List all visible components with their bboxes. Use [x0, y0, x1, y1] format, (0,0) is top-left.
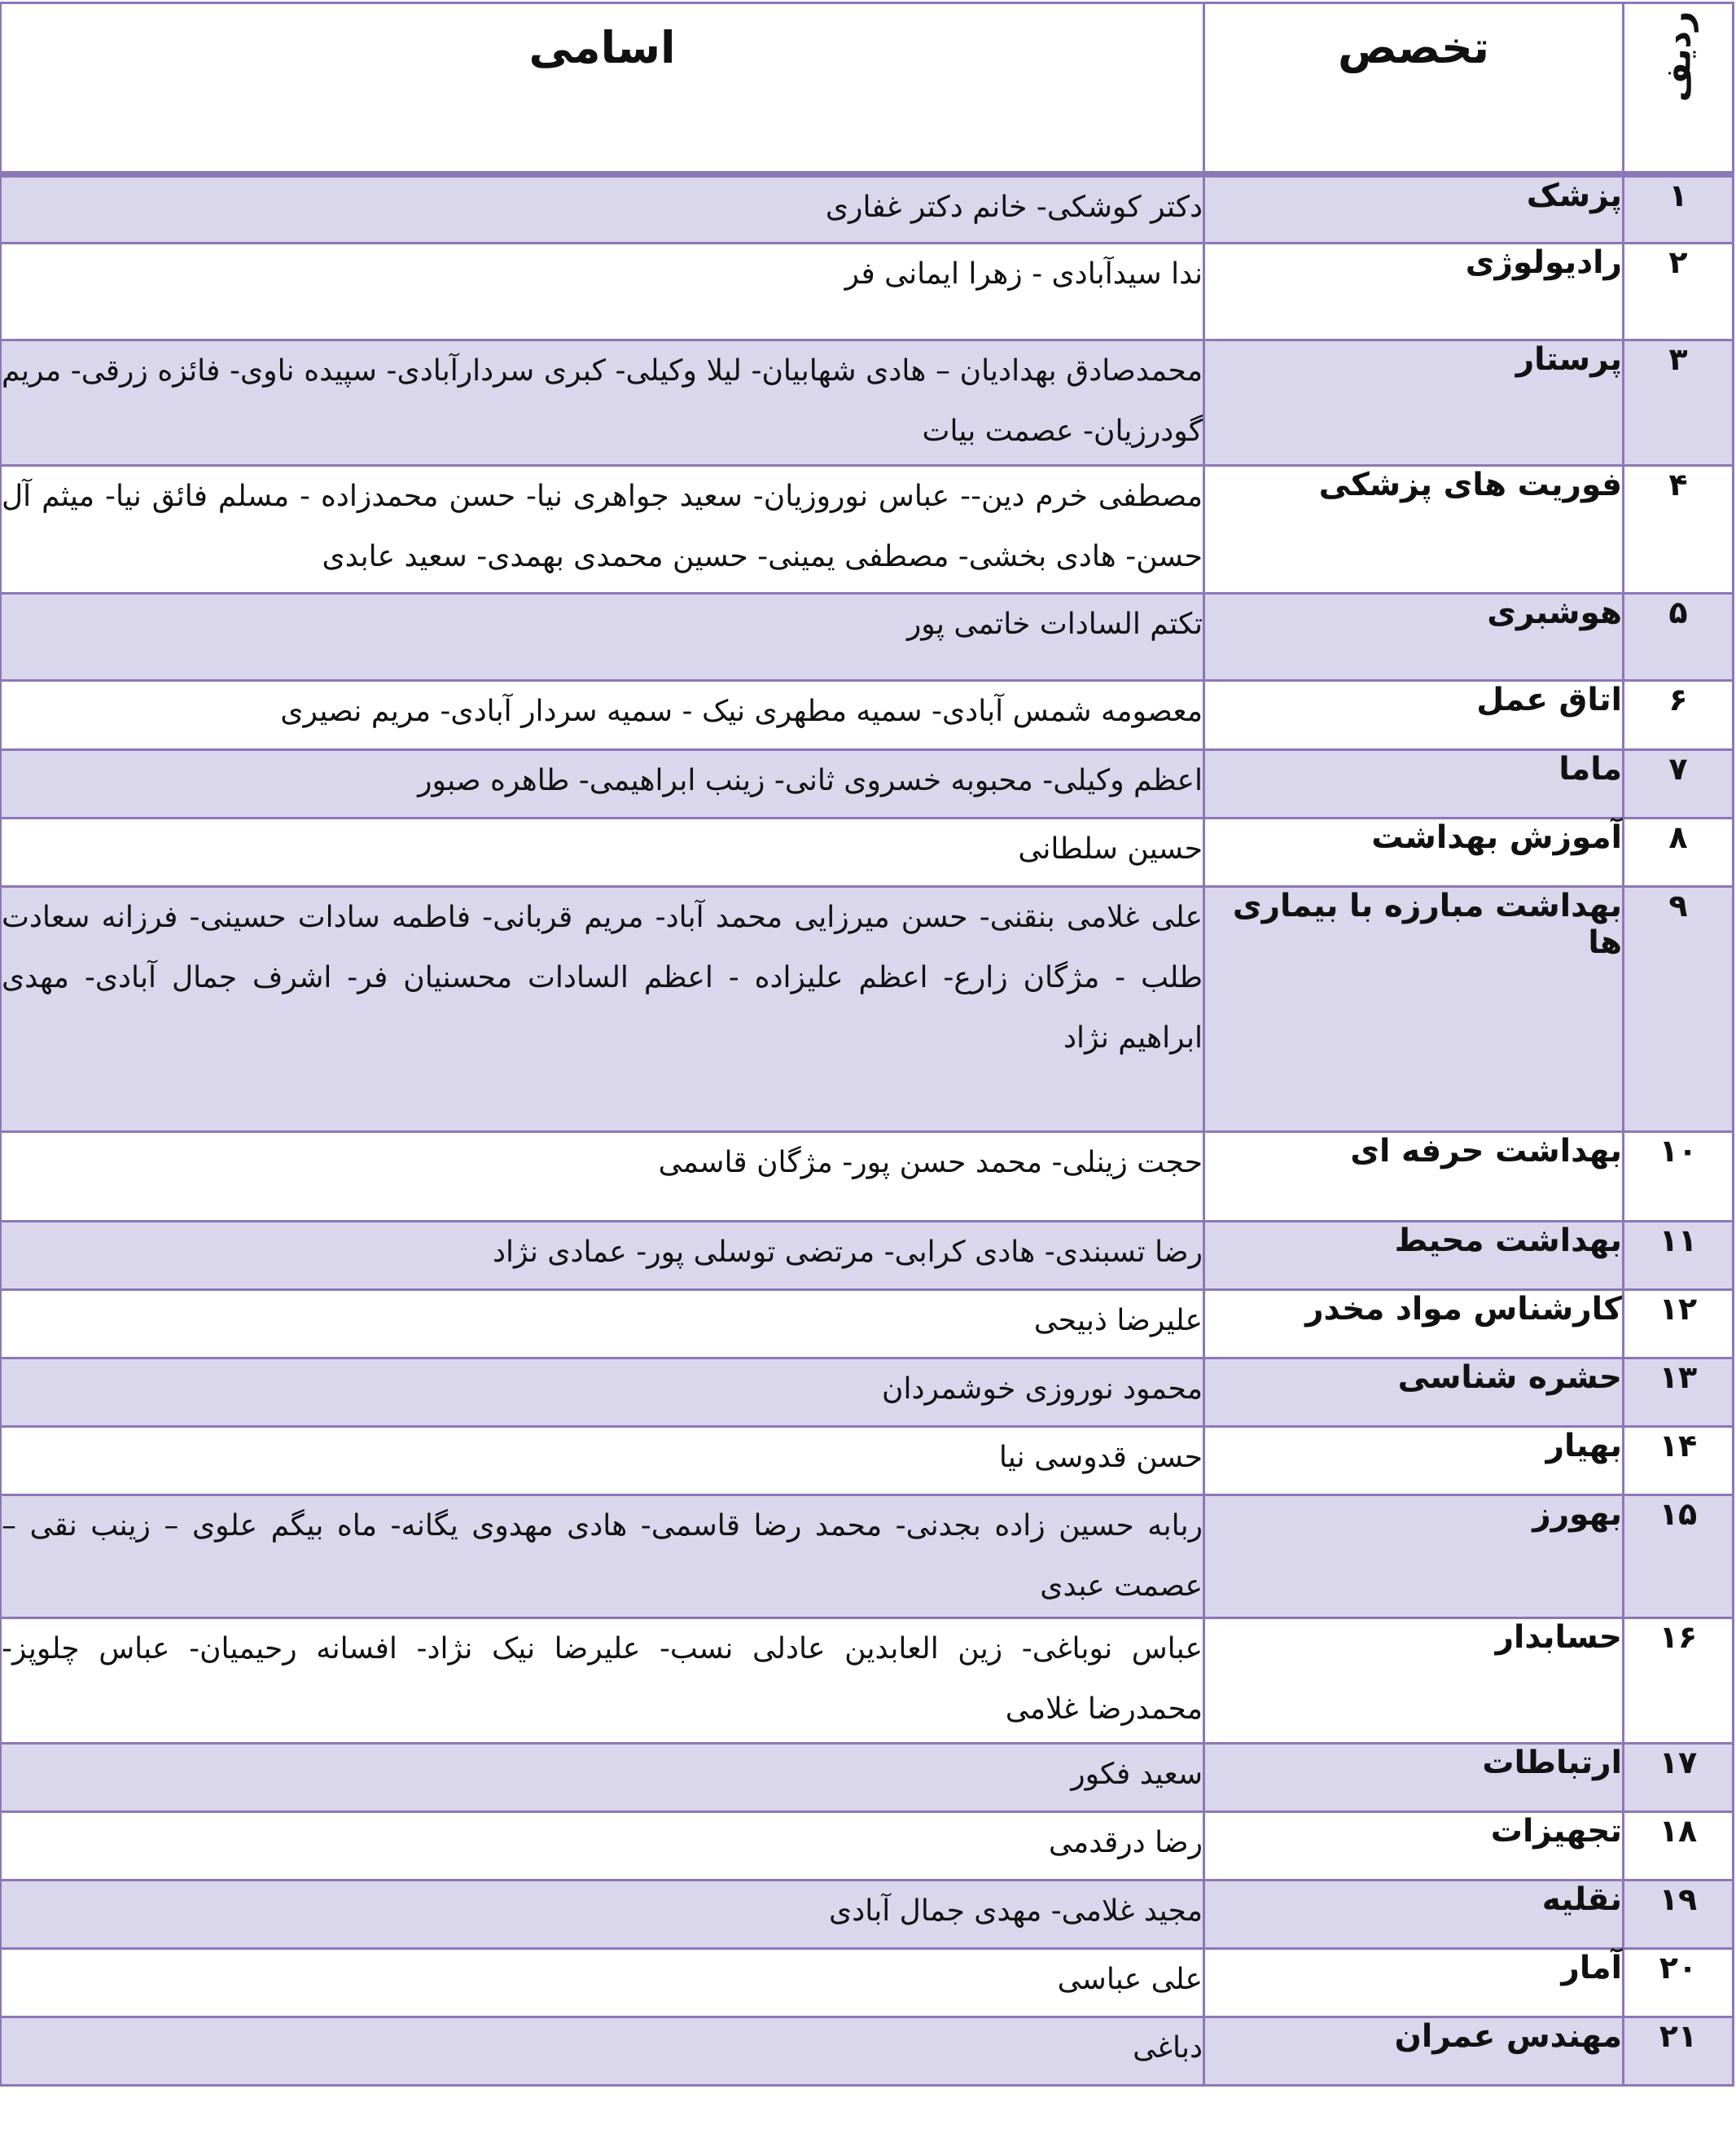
row-names: محمود نوروزی خوشمردان: [1, 1358, 1204, 1427]
row-specialty: پرستار: [1204, 340, 1624, 466]
table-row: [1, 466, 1734, 594]
row-specialty: ماما: [1204, 750, 1624, 819]
row-number: ۲۱: [1624, 2017, 1734, 2086]
row-names: معصومه شمس آبادی- سمیه مطهری نیک - سمیه سردار آبادی- مریم نصیری: [1, 681, 1204, 750]
row-number: ۱۷: [1624, 1744, 1734, 1812]
row-number: ۱۹: [1624, 1881, 1734, 1949]
row-names: علی عباسی: [1, 1949, 1204, 2017]
row-number: ۴: [1624, 466, 1734, 594]
column-header-number: ردیف: [1624, 3, 1734, 174]
row-specialty: بهداشت محیط: [1204, 1222, 1624, 1290]
row-number: ۱: [1624, 174, 1734, 244]
table-row: [1, 1132, 1734, 1222]
table-row: [1, 1495, 1734, 1618]
row-names: مصطفی خرم دین-- عباس نوروزیان- سعید جواهری نیا- حسن محمدزاده - مسلم فائق نیا- میثم آل حسن- هادی بخشی- مصطفی یمینی- حسین محمدی بهمدی- سعید عابدی: [1, 466, 1204, 594]
table-row: [1, 681, 1734, 750]
table-row: [1, 1290, 1734, 1358]
row-specialty: بهورز: [1204, 1495, 1624, 1618]
row-names: رضا تسبندی- هادی کرابی- مرتضی توسلی پور- عمادی نژاد: [1, 1222, 1204, 1290]
row-number: ۲: [1624, 244, 1734, 340]
row-number: ۵: [1624, 594, 1734, 681]
row-names: ندا سیدآبادی - زهرا ایمانی فر: [1, 244, 1204, 340]
row-specialty: فوریت های پزشکی: [1204, 466, 1624, 594]
row-specialty: پزشک: [1204, 174, 1624, 244]
row-names: ربابه حسین زاده بجدنی- محمد رضا قاسمی- هادی مهدوی یگانه- ماه بیگم علوی – زینب نقی – عصمت عبدی: [1, 1495, 1204, 1618]
row-names: اعظم وکیلی- محبوبه خسروی ثانی- زینب ابراهیمی- طاهره صبور: [1, 750, 1204, 819]
row-specialty: اتاق عمل: [1204, 681, 1624, 750]
row-specialty: کارشناس مواد مخدر: [1204, 1290, 1624, 1358]
row-names: عباس نوباغی- زین العابدین عادلی نسب- علیرضا نیک نژاد- افسانه رحیمیان- عباس چلوپز- محمدرضا غلامی: [1, 1618, 1204, 1744]
row-names: حسین سلطانی: [1, 819, 1204, 887]
row-number: ۱۵: [1624, 1495, 1734, 1618]
row-names: علی غلامی بنقنی- حسن میرزایی محمد آباد- مریم قربانی- فاطمه سادات حسینی- فرزانه سعادت طلب - مژگان زارع- اعظم علیزاده - اعظم السادات محسنیان فر- اشرف جمال آبادی- مهدی ابراهیم نژاد: [1, 887, 1204, 1132]
row-number: ۱۱: [1624, 1222, 1734, 1290]
table-row: [1, 1881, 1734, 1949]
row-names: سعید فکور: [1, 1744, 1204, 1812]
row-number: ۱۴: [1624, 1427, 1734, 1495]
row-specialty: بهیار: [1204, 1427, 1624, 1495]
column-header-names: اسامی: [1, 3, 1204, 174]
staff-table: [0, 2, 1734, 2087]
row-specialty: بهداشت حرفه ای: [1204, 1132, 1624, 1222]
row-names: علیرضا ذبیحی: [1, 1290, 1204, 1358]
table-header-row: [1, 3, 1734, 174]
row-names: تکتم السادات خاتمی پور: [1, 594, 1204, 681]
row-names: مجید غلامی- مهدی جمال آبادی: [1, 1881, 1204, 1949]
table-row: [1, 244, 1734, 340]
row-number: ۸: [1624, 819, 1734, 887]
row-specialty: حشره شناسی: [1204, 1358, 1624, 1427]
row-number: ۶: [1624, 681, 1734, 750]
table-row: [1, 1812, 1734, 1881]
row-number: ۲۰: [1624, 1949, 1734, 2017]
row-specialty: تجهیزات: [1204, 1812, 1624, 1881]
row-number: ۳: [1624, 340, 1734, 466]
row-number: ۹: [1624, 887, 1734, 1132]
column-header-specialty: تخصص: [1204, 3, 1624, 174]
row-specialty: هوشبری: [1204, 594, 1624, 681]
row-names: دکتر کوشکی- خانم دکتر غفاری: [1, 174, 1204, 244]
table-row: [1, 819, 1734, 887]
row-specialty: بهداشت مبارزه با بیماری ها: [1204, 887, 1624, 1132]
table-row: [1, 750, 1734, 819]
row-number: ۱۲: [1624, 1290, 1734, 1358]
table-row: [1, 1949, 1734, 2017]
row-number: ۱۶: [1624, 1618, 1734, 1744]
row-names: حسن قدوسی نیا: [1, 1427, 1204, 1495]
row-number: ۱۸: [1624, 1812, 1734, 1881]
table-row: [1, 174, 1734, 244]
table-row: [1, 1618, 1734, 1744]
row-number: ۱۰: [1624, 1132, 1734, 1222]
table-row: [1, 340, 1734, 466]
row-specialty: آموزش بهداشت: [1204, 819, 1624, 887]
row-specialty: رادیولوژی: [1204, 244, 1624, 340]
staff-table-container: [2, 2, 1734, 2087]
table-row: [1, 594, 1734, 681]
row-specialty: آمار: [1204, 1949, 1624, 2017]
table-row: [1, 1427, 1734, 1495]
row-names: رضا درقدمی: [1, 1812, 1204, 1881]
table-row: [1, 887, 1734, 1132]
row-names: محمدصادق بهدادیان – هادی شهابیان- لیلا وکیلی- کبری سردارآبادی- سپیده ناوی- فائزه زرقی- مریم گودرزیان- عصمت بیات: [1, 340, 1204, 466]
row-names: حجت زینلی- محمد حسن پور- مژگان قاسمی: [1, 1132, 1204, 1222]
table-row: [1, 1744, 1734, 1812]
table-row: [1, 1358, 1734, 1427]
row-names: دباغی: [1, 2017, 1204, 2086]
row-specialty: حسابدار: [1204, 1618, 1624, 1744]
row-number: ۷: [1624, 750, 1734, 819]
table-row: [1, 1222, 1734, 1290]
table-row: [1, 2017, 1734, 2086]
row-specialty: مهندس عمران: [1204, 2017, 1624, 2086]
row-specialty: نقلیه: [1204, 1881, 1624, 1949]
row-number: ۱۳: [1624, 1358, 1734, 1427]
row-specialty: ارتباطات: [1204, 1744, 1624, 1812]
